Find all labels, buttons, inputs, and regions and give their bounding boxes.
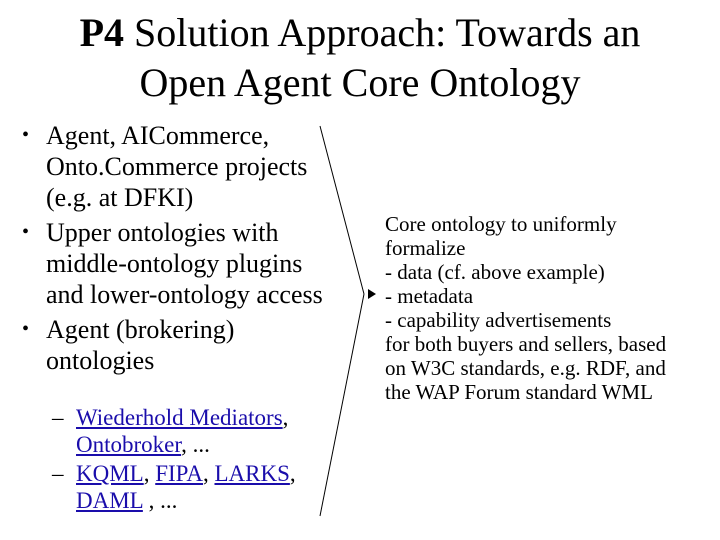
arrow-upper-line xyxy=(320,126,364,294)
title-line-2: Open Agent Core Ontology xyxy=(139,60,581,105)
bullet-marker: • xyxy=(22,221,30,243)
link-fipa[interactable]: FIPA xyxy=(155,461,203,486)
bullet-text: Agent, AICommerce, Onto.Commerce projects (e.g. at DFKI) xyxy=(46,121,308,212)
sub-bullet-dash: – xyxy=(52,405,64,430)
link-ontobroker[interactable]: Ontobroker xyxy=(76,432,182,457)
right-line: formalize xyxy=(385,236,466,260)
ellipsis-text: , ... xyxy=(142,488,178,513)
link-larks[interactable]: LARKS xyxy=(214,461,290,486)
ellipsis-text: , ... xyxy=(181,432,210,457)
link-daml[interactable]: DAML xyxy=(76,488,143,513)
sub-bullet-dash: – xyxy=(52,461,64,486)
right-text-panel xyxy=(385,212,715,404)
bullet-text: Upper ontologies with middle-ontology plugins and lower-ontology access xyxy=(46,218,323,309)
right-line: the WAP Forum standard WML xyxy=(385,380,653,404)
bullet-text: Agent (brokering) ontologies xyxy=(46,315,235,375)
arrow-lower-line xyxy=(320,294,364,516)
link-wiederhold-mediators[interactable]: Wiederhold Mediators xyxy=(76,405,283,430)
right-line: Core ontology to uniformly xyxy=(385,212,617,236)
link-kqml[interactable]: KQML xyxy=(76,461,144,486)
right-line: - data (cf. above example) xyxy=(385,260,605,284)
right-line: - metadata xyxy=(385,284,474,308)
title-line-1: Solution Approach: Towards an xyxy=(124,10,641,55)
separator: , xyxy=(143,461,156,486)
separator: , xyxy=(282,405,289,430)
bullet-marker: • xyxy=(22,318,30,340)
separator: , xyxy=(202,461,215,486)
right-line: for both buyers and sellers, based xyxy=(385,332,667,356)
arrow-head-icon xyxy=(368,289,376,299)
right-line: - capability advertisements xyxy=(385,308,612,332)
right-line: on W3C standards, e.g. RDF, and xyxy=(385,356,666,380)
title-prefix: P4 xyxy=(79,10,125,55)
separator: , xyxy=(289,461,296,486)
bullet-marker: • xyxy=(22,124,30,146)
